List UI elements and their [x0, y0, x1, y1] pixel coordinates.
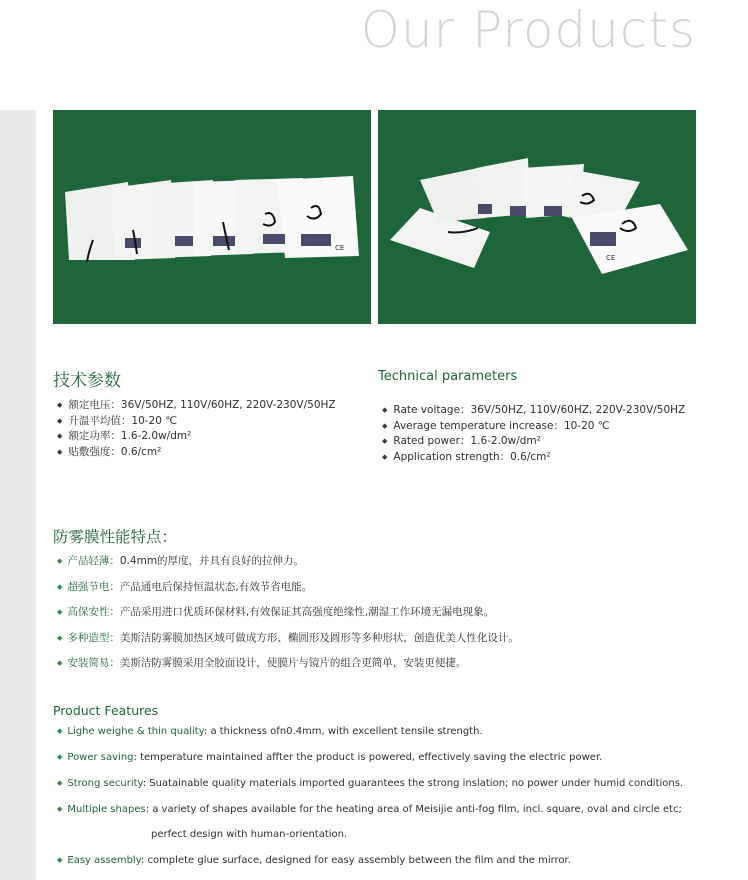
- feature-text: : a thickness ofn0.4mm, with excellent tensile strength.: [203, 726, 483, 737]
- list-item: [57, 722, 737, 741]
- feature-label: 超强节电：: [67, 580, 120, 593]
- feature-text: : complete glue surface, designed for easy assembly between the film and the mirror.: [140, 855, 571, 866]
- params-en-title: Technical parameters: [378, 369, 518, 384]
- ce-mark: CE: [335, 244, 345, 252]
- list-item: ◆ Rated power：1.6-2.0w/dm²: [382, 434, 685, 450]
- list-item: [57, 851, 737, 870]
- feature-text-continued: perfect design with human-orientation.: [151, 829, 348, 840]
- product-photo-left: [53, 110, 371, 324]
- feature-label: Strong security: [67, 778, 143, 789]
- feature-label: Multiple shapes: [67, 804, 146, 815]
- list-item: ◆ 升温平均值：10-20 ℃: [57, 414, 336, 430]
- list-item: [57, 552, 519, 578]
- params-en-list: [382, 403, 685, 465]
- list-item: ◆ 额定电压：36V/50HZ, 110V/60HZ, 220V-230V/50HZ: [57, 398, 336, 414]
- list-item: [57, 578, 519, 604]
- feature-text: 美斯洁防雾膜加热区域可做成方形、椭圆形及圆形等多种形状，创造优美人性化设计。: [119, 631, 519, 644]
- feature-text: 产品采用进口优质环保材料,有效保证其高强度绝缘性,潮湿工作环境无漏电现象。: [119, 606, 495, 618]
- list-item: [57, 654, 519, 680]
- feature-text: : a variety of shapes available for the heating area of Meisijie anti-fog film, incl. square, oval and circle etc;: [145, 804, 682, 815]
- feature-label: Easy assembly: [67, 855, 141, 866]
- features-cn-title: 防雾膜性能特点：: [53, 528, 178, 546]
- list-item: [57, 629, 519, 655]
- film-samples-image: [53, 110, 371, 324]
- list-item: ◆ Application strength：0.6/cm²: [382, 450, 685, 466]
- feature-text: : temperature maintained affter the product is powered, effectively saving the electric power.: [133, 752, 603, 763]
- list-item: [57, 800, 737, 844]
- params-cn-list: [57, 398, 336, 460]
- features-cn-list: [57, 552, 519, 680]
- list-item: ◆ 贴敷强度：0.6/cm²: [57, 445, 336, 461]
- side-bar: [0, 110, 36, 880]
- params-cn-title: 技术参数: [53, 371, 121, 391]
- list-item: [57, 603, 519, 629]
- list-item: ◆ Average temperature increase：10-20 ℃: [382, 419, 685, 435]
- list-item: ◆ Rate voltage：36V/50HZ, 110V/60HZ, 220V-230V/50HZ: [382, 403, 685, 419]
- feature-text: 0.4mm的厚度，并具有良好的拉伸力。: [119, 555, 305, 567]
- feature-text: : Suatainable quality materials imported guarantees the strong inslation; no power under humid conditions.: [142, 778, 684, 789]
- film-samples-fan-image: [378, 110, 696, 324]
- feature-label: 安装简易：: [67, 657, 120, 669]
- feature-text: 产品通电后保持恒温状态,有效节省电能。: [119, 580, 313, 593]
- product-photo-right: [378, 110, 696, 324]
- list-item: ◆ 额定功率：1.6-2.0w/dm²: [57, 429, 336, 445]
- features-en-title: Product Features: [53, 703, 159, 718]
- feature-label: 高保安性：: [67, 606, 120, 618]
- page-title: Our Products: [360, 1, 696, 59]
- ce-mark: CE: [606, 254, 616, 262]
- feature-label: Lighe weighe & thin quality: [67, 726, 204, 737]
- list-item: [57, 748, 737, 767]
- feature-label: 产品轻薄：: [67, 555, 120, 567]
- list-item: [57, 774, 737, 793]
- feature-label: 多种造型：: [67, 631, 120, 644]
- feature-text: 美斯洁防雾膜采用全胶面设计，使膜片与镜片的组合更简单，安装更便捷。: [119, 657, 467, 669]
- features-en-list: [57, 722, 737, 877]
- feature-label: Power saving: [67, 752, 134, 763]
